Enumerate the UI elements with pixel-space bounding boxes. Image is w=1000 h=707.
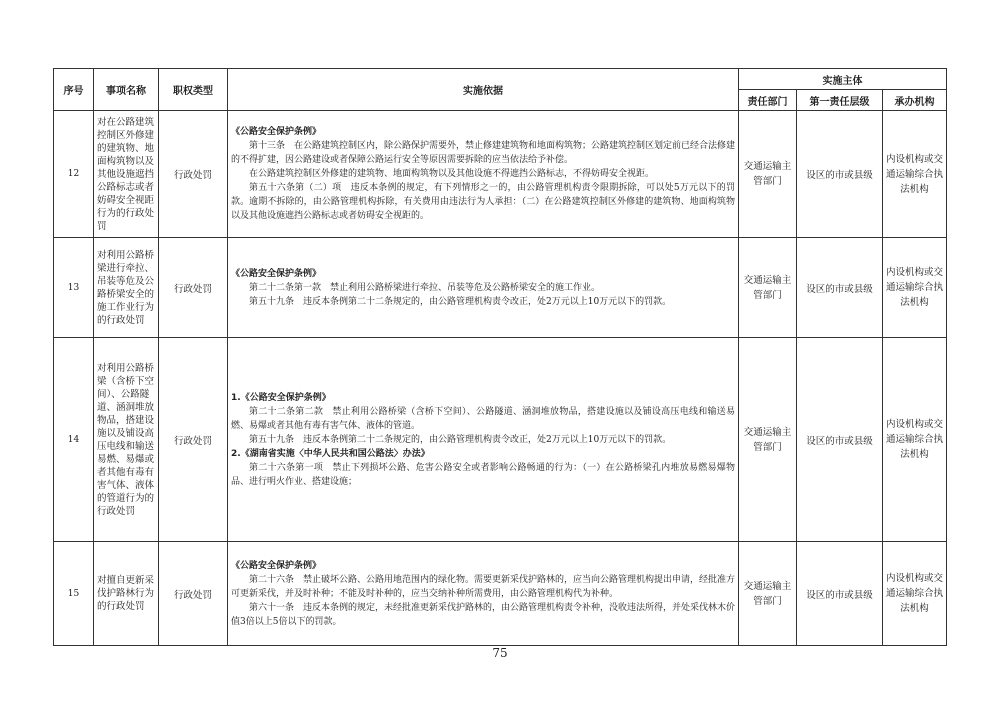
law-article: 第二十六条 禁止破坏公路、公路用地范围内的绿化物。需要更新采伐护路林的，应当向公路管理机构提出申请，经批准方可更新采伐，并及时补种；不能及时补种的，应当交纳补种所需费用，由公路管理机构代为补种。	[231, 574, 736, 599]
law-article: 第十三条 在公路建筑控制区内，除公路保护需要外，禁止修建建筑物和地面构筑物；公路建筑控制区划定前已经合法修建的不得扩建，因公路建设或者保障公路运行安全等原因需要拆除的应当依法给予补偿。	[231, 141, 736, 165]
row-number: 12	[54, 111, 94, 238]
law-article: 第二十六条第一项 禁止下列损坏公路、危害公路安全或者影响公路畅通的行为：（一）在公路桥梁孔内堆放易燃易爆物品、进行明火作业、搭建设施；	[231, 462, 735, 487]
header-no: 序号	[54, 69, 94, 111]
law-title: 《公路安全保护条例》	[231, 268, 322, 279]
law-article: 第五十六条第（二）项 违反本条例的规定，有下列情形之一的，由公路管理机构责令限期拆除，可以处5万元以下的罚款。逾期不拆除的，由公路管理机构拆除，有关费用由违法行为人承担：（二）在公路建筑控制区外修建的建筑物、地面构筑物以及其他设施遮挡公路标志或者妨碍安全视距的。	[231, 183, 735, 221]
responsibility-level: 设区的市或县级	[797, 111, 883, 238]
item-name: 对利用公路桥梁（含桥下空间）、公路隧道、涵洞堆放物品，搭建设施以及铺设高压电线和输送易燃、易爆或者其他有毒有害气体、液体的管道行为的行政处罚	[94, 338, 159, 542]
item-name: 对擅自更新采伐护路林行为的行政处罚	[94, 542, 159, 646]
law-title: 《湖南省实施〈中华人民共和国公路法〉办法》	[240, 448, 430, 459]
item-name: 对利用公路桥梁进行牵拉、吊装等危及公路桥梁安全的施工作业行为的行政处罚	[94, 238, 159, 338]
law-title: 《公路安全保护条例》	[240, 392, 331, 403]
responsibility-level: 设区的市或县级	[797, 542, 883, 646]
handling-org: 内设机构或交通运输综合执法机构	[883, 542, 947, 646]
header-level: 第一责任层级	[797, 90, 883, 111]
item-name: 对在公路建筑控制区外修建的建筑物、地面构筑物以及其他设施遮挡公路标志或者妨碍安全视距行为的行政处罚	[94, 111, 159, 238]
law-article: 第二十二条第二款 禁止利用公路桥梁（含桥下空间）、公路隧道、涵洞堆放物品，搭建设施以及铺设高压电线和输送易燃、易爆或者其他有毒有害气体、液体的管道。	[231, 406, 735, 431]
law-heading	[231, 559, 735, 573]
table-row	[54, 338, 947, 542]
power-type: 行政处罚	[159, 111, 228, 238]
power-type: 行政处罚	[159, 338, 228, 542]
header-type: 职权类型	[159, 69, 228, 111]
responsibility-level: 设区的市或县级	[797, 238, 883, 338]
law-heading	[231, 267, 735, 281]
legal-basis	[228, 542, 739, 646]
law-heading	[231, 391, 735, 405]
law-heading	[231, 125, 735, 139]
header-dept: 责任部门	[739, 90, 797, 111]
row-number: 15	[54, 542, 94, 646]
header-name: 事项名称	[94, 69, 159, 111]
row-number: 14	[54, 338, 94, 542]
responsible-dept: 交通运输主管部门	[739, 111, 797, 238]
row-number: 13	[54, 238, 94, 338]
table-row	[54, 542, 947, 646]
handling-org: 内设机构或交通运输综合执法机构	[883, 238, 947, 338]
power-type: 行政处罚	[159, 238, 228, 338]
responsibility-level: 设区的市或县级	[797, 338, 883, 542]
handling-org: 内设机构或交通运输综合执法机构	[883, 111, 947, 238]
page-number: 75	[492, 646, 508, 660]
law-number: 1.	[231, 392, 241, 403]
responsible-dept: 交通运输主管部门	[739, 542, 797, 646]
header-basis: 实施依据	[228, 69, 739, 111]
header-org: 承办机构	[883, 90, 947, 111]
legal-basis	[228, 338, 739, 542]
responsible-dept: 交通运输主管部门	[739, 338, 797, 542]
law-article: 第二十二条第一款 禁止利用公路桥梁进行牵拉、吊装等危及公路桥梁安全的施工作业。	[249, 282, 601, 293]
table-row	[54, 111, 947, 238]
header-row-1	[54, 69, 947, 90]
law-article: 第五十九条 违反本条例第二十二条规定的，由公路管理机构责令改正，处2万元以上10万元以下的罚款。	[249, 296, 672, 307]
header-subject: 实施主体	[739, 69, 947, 90]
law-article: 第六十一条 违反本条例的规定，未经批准更新采伐护路林的，由公路管理机构责令补种，没收违法所得，并处采伐林木价值3倍以上5倍以下的罚款。	[231, 602, 736, 627]
law-heading	[231, 447, 735, 461]
law-article: 第五十九条 违反本条例第二十二条规定的，由公路管理机构责令改正，处2万元以上10万元以下的罚款。	[249, 434, 672, 445]
enforcement-items-table	[53, 68, 947, 646]
table-body	[54, 111, 947, 646]
law-title: 《公路安全保护条例》	[231, 560, 322, 571]
power-type: 行政处罚	[159, 542, 228, 646]
legal-basis	[228, 111, 739, 238]
law-number: 2.	[231, 448, 241, 459]
legal-basis	[228, 238, 739, 338]
handling-org: 内设机构或交通运输综合执法机构	[883, 338, 947, 542]
law-article: 在公路建筑控制区外修建的建筑物、地面构筑物以及其他设施不得遮挡公路标志，不得妨碍安全视距。	[249, 169, 655, 179]
responsible-dept: 交通运输主管部门	[739, 238, 797, 338]
table-row	[54, 238, 947, 338]
law-title: 《公路安全保护条例》	[231, 127, 322, 137]
